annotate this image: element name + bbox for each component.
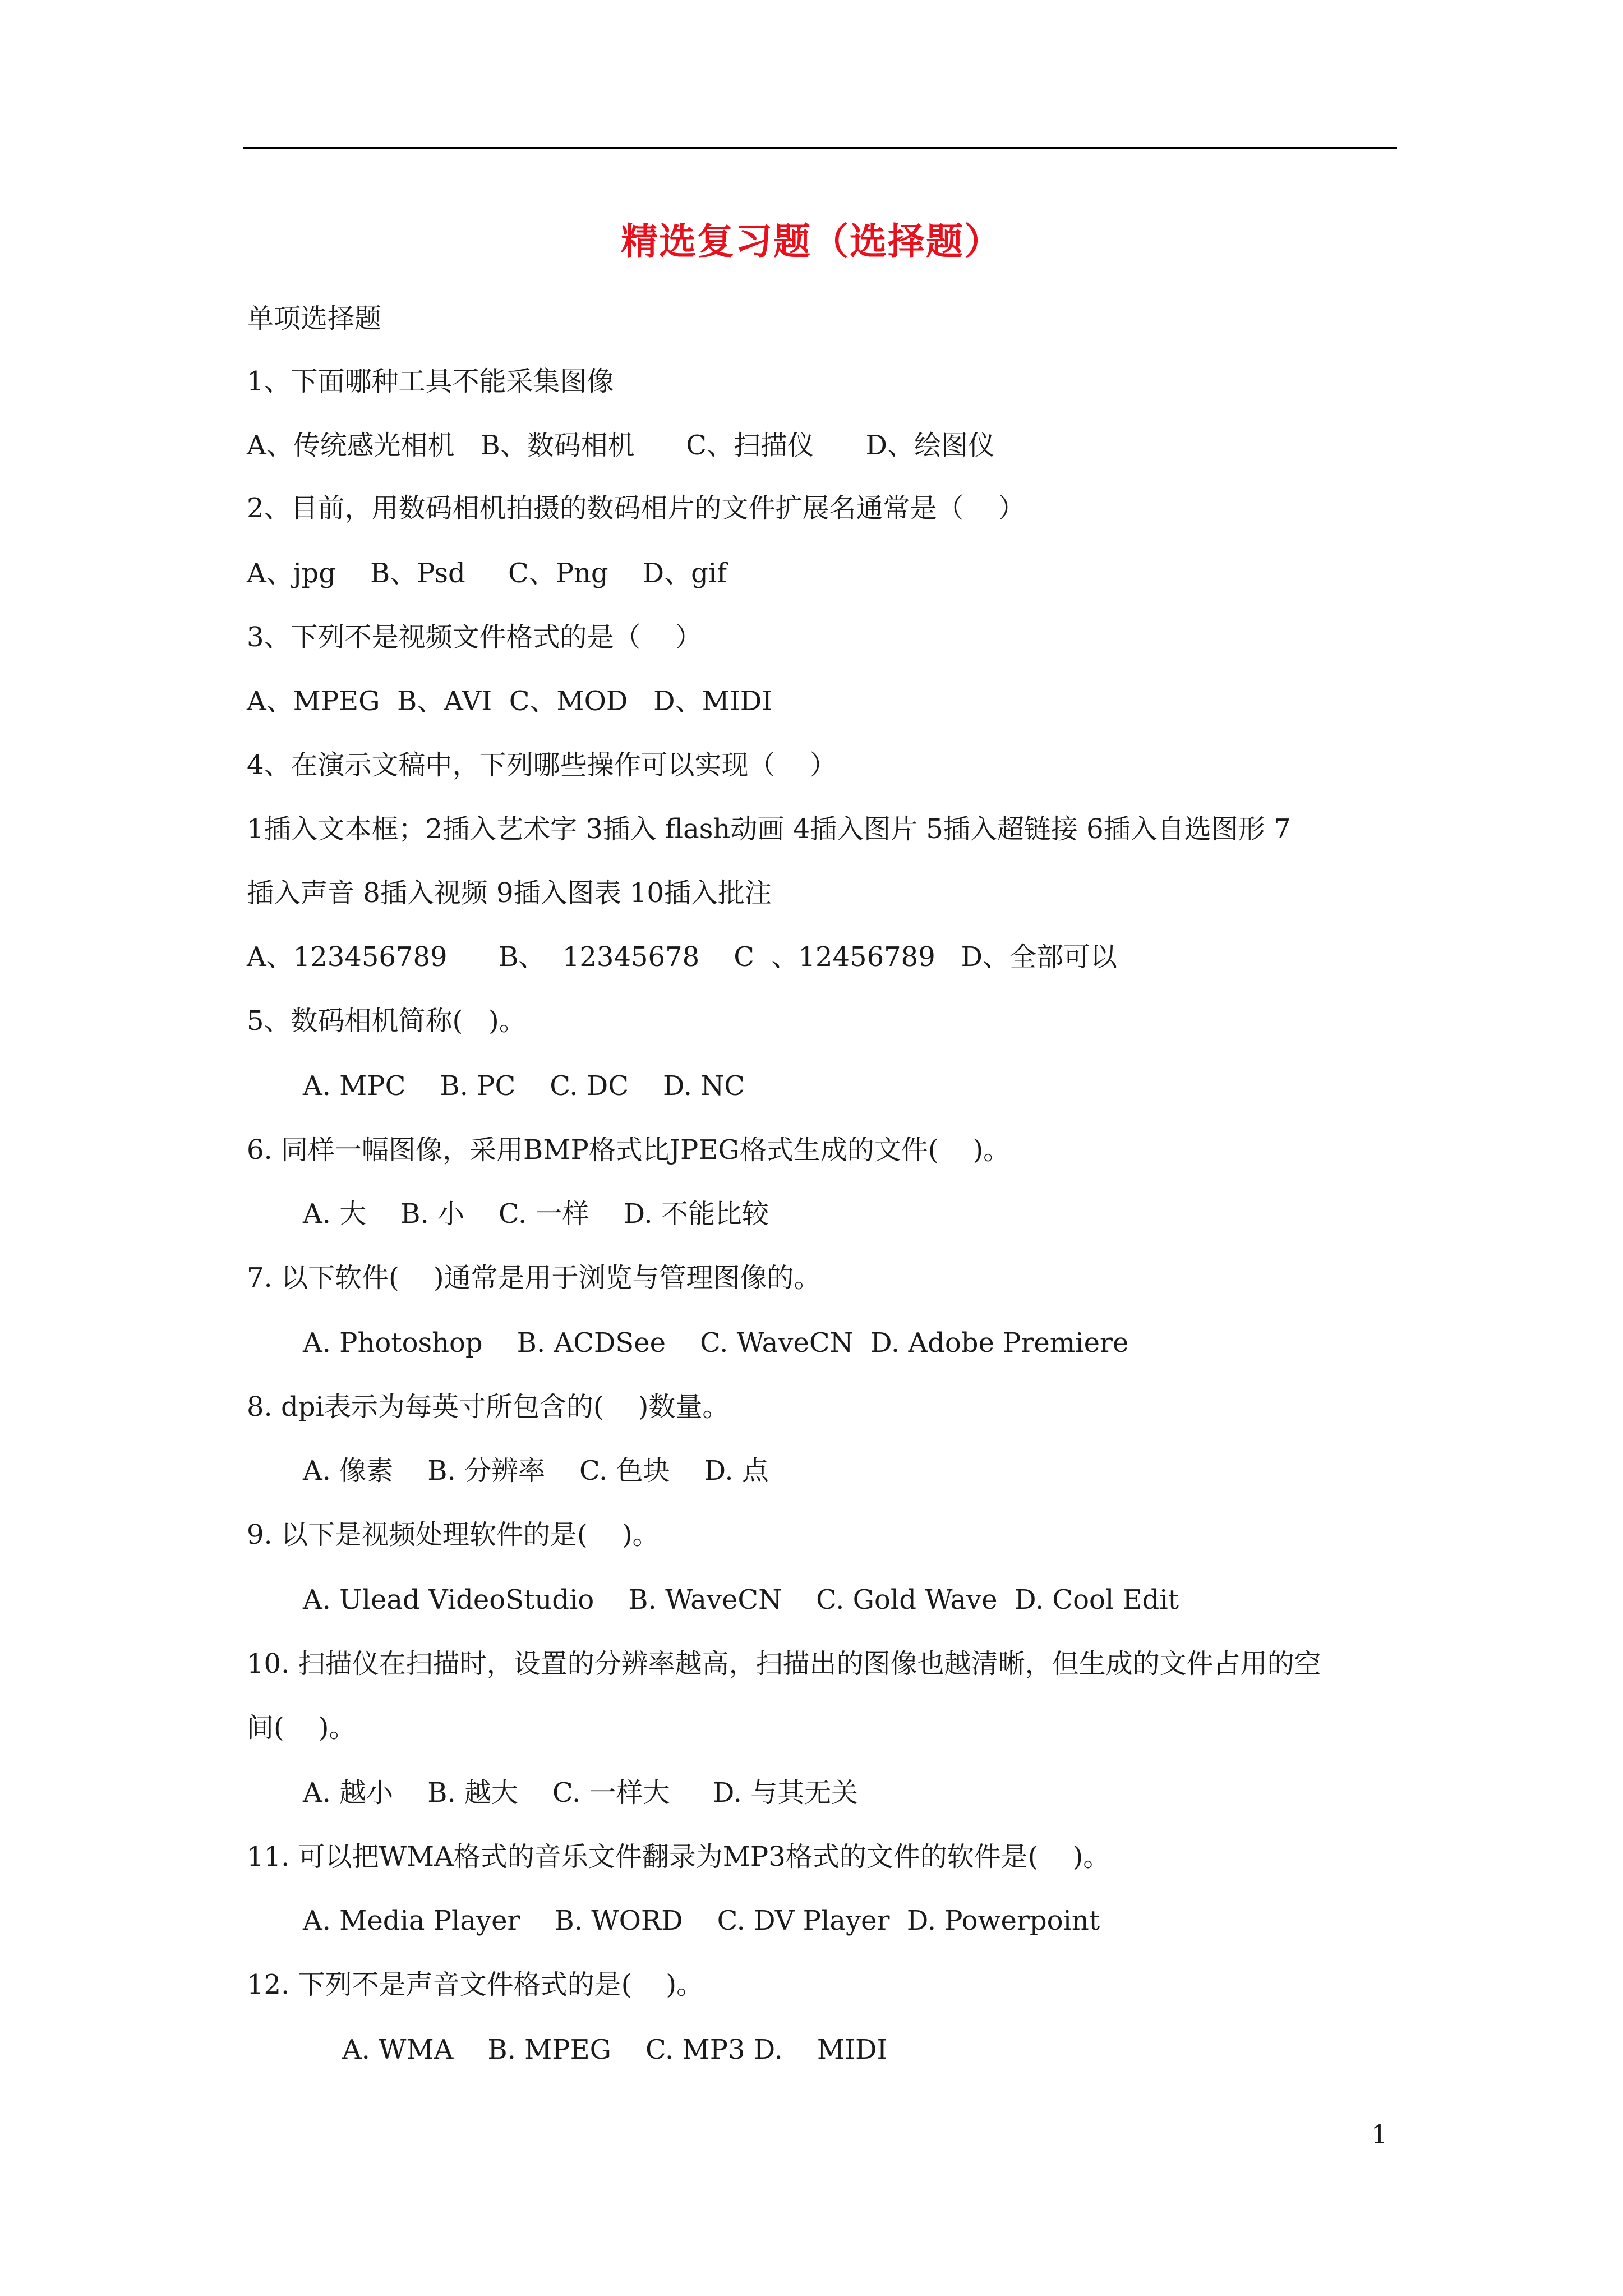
- question-4: 4、在演示文稿中，下列哪些操作可以实现（ ）: [247, 749, 837, 781]
- question-4-description-1: 1插入文本框；2插入艺术字 3插入 flash动画 4插入图片 5插入超链接 6插入自选图形 7: [247, 813, 1291, 845]
- page-number: 1: [1371, 2119, 1388, 2150]
- question-10-options: A. 越小 B. 越大 C. 一样大 D. 与其无关: [303, 1777, 859, 1809]
- question-8: 8. dpi表示为每英寸所包含的( )数量。: [247, 1391, 730, 1423]
- question-5: 5、数码相机简称( )。: [247, 1005, 526, 1037]
- question-9-options: A. Ulead VideoStudio B. WaveCN C. Gold Wave D. Cool Edit: [303, 1584, 1179, 1616]
- question-3-options: A、MPEG B、AVI C、MOD D、MIDI: [247, 685, 773, 717]
- question-2: 2、目前，用数码相机拍摄的数码相片的文件扩展名通常是（ ）: [247, 493, 1025, 524]
- question-4-options: A、123456789 B、 12345678 C 、12456789 D、全部可以: [247, 941, 1118, 973]
- question-1: 1、下面哪种工具不能采集图像: [247, 366, 614, 397]
- section-heading: 单项选择题: [247, 303, 382, 334]
- question-5-options: A. MPC B. PC C. DC D. NC: [303, 1070, 745, 1102]
- question-10-line-1: 10. 扫描仪在扫描时，设置的分辨率越高，扫描出的图像也越清晰，但生成的文件占用的空: [247, 1648, 1321, 1680]
- question-11-options: A. Media Player B. WORD C. DV Player D. Powerpoint: [303, 1905, 1100, 1936]
- question-1-options: A、传统感光相机 B、数码相机 C、扫描仪 D、绘图仪: [247, 430, 995, 461]
- page-title: 精选复习题（选择题）: [621, 219, 1002, 263]
- question-2-options: A、jpg B、Psd C、Png D、gif: [247, 558, 727, 589]
- question-3: 3、下列不是视频文件格式的是（ ）: [247, 622, 702, 653]
- question-6-options: A. 大 B. 小 C. 一样 D. 不能比较: [303, 1198, 769, 1230]
- question-11: 11. 可以把WMA格式的音乐文件翻录为MP3格式的文件的软件是( )。: [247, 1841, 1110, 1872]
- question-10-line-2: 间( )。: [247, 1712, 356, 1743]
- question-7: 7. 以下软件( )通常是用于浏览与管理图像的。: [247, 1262, 821, 1294]
- question-9: 9. 以下是视频处理软件的是( )。: [247, 1519, 660, 1550]
- question-12: 12. 下列不是声音文件格式的是( )。: [247, 1969, 704, 2000]
- question-6: 6. 同样一幅图像，采用BMP格式比JPEG格式生成的文件( )。: [247, 1134, 1011, 1166]
- question-7-options: A. Photoshop B. ACDSee C. WaveCN D. Adobe Premiere: [303, 1327, 1129, 1359]
- question-12-options: A. WMA B. MPEG C. MP3 D. MIDI: [342, 2034, 888, 2065]
- header-rule: [243, 147, 1397, 149]
- question-8-options: A. 像素 B. 分辨率 C. 色块 D. 点: [303, 1455, 769, 1487]
- question-4-description-2: 插入声音 8插入视频 9插入图表 10插入批注: [247, 877, 772, 909]
